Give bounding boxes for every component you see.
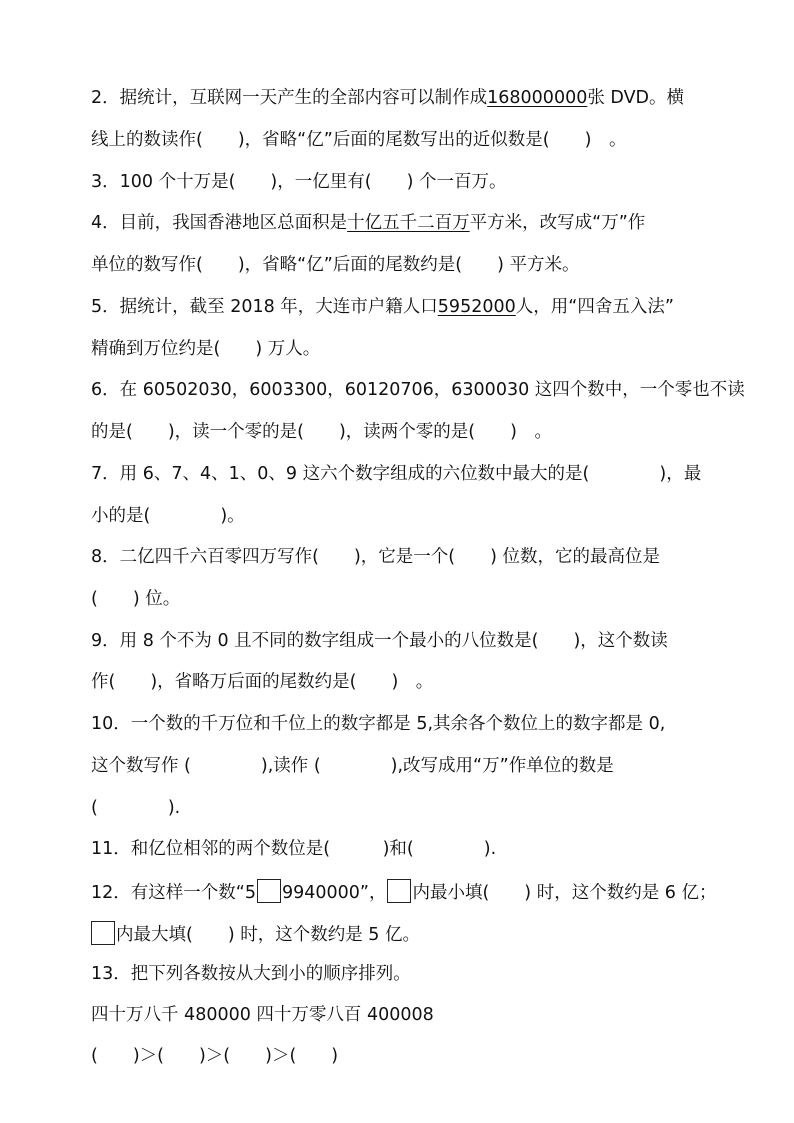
question-12-line-2 <box>91 921 711 947</box>
blank-box <box>387 879 411 903</box>
question-10-line-3: ( ). <box>91 798 181 818</box>
underlined-area: 十亿五千二百万 <box>347 213 470 233</box>
question-7-line-1: 7．用 6、7、4、1、0、9 这六个数字组成的六位数中最大的是( )，最 <box>91 464 702 484</box>
question-4-text-end: 平方米，改写成“万”作 <box>469 213 646 233</box>
question-9-line-1: 9．用 8 个不为 0 且不同的数字组成一个最小的八位数是( )，这个数读 <box>91 631 668 651</box>
question-6-line-2: 的是( )，读一个零的是( )，读两个零的是( ) 。 <box>91 422 552 442</box>
question-8-line-1: 8．二亿四千六百零四万写作( )，它是一个( ) 位数，它的最高位是 <box>91 547 661 567</box>
question-6-line-1: 6．在 60502030，6003300，60120706，6300030 这四个数中，一个零也不读 <box>91 380 745 400</box>
question-2-line-2: 线上的数读作( )，省略“亿”后面的尾数写出的近似数是( ) 。 <box>91 130 627 150</box>
question-12-line-2-text: 内最大填( ) 时，这个数约是 5 亿。 <box>116 925 420 945</box>
question-13-line-2: 四十万八千 480000 四十万零八百 400008 <box>91 1005 434 1025</box>
question-3-line-1: 3．100 个十万是( )，一亿里有( ) 个一百万。 <box>91 172 507 192</box>
question-9-line-2: 作( )，省略万后面的尾数约是( ) 。 <box>91 672 434 692</box>
question-12-text: 12．有这样一个数“5 <box>91 883 256 903</box>
question-12-text-end: 内最小填( ) 时，这个数约是 6 亿； <box>412 883 717 903</box>
question-2-text: 2．据统计，互联网一天产生的全部内容可以制作成 <box>91 88 488 108</box>
question-12-line-1 <box>91 879 717 905</box>
question-5-line-2: 精确到万位约是( ) 万人。 <box>91 339 321 359</box>
question-2-text-end: 张 DVD。横 <box>587 88 685 108</box>
underlined-population: 5952000 <box>437 297 516 317</box>
question-4-text: 4．目前，我国香港地区总面积是 <box>91 213 348 233</box>
question-10-line-1: 10．一个数的千万位和千位上的数字都是 5,其余各个数位上的数字都是 0, <box>91 714 666 734</box>
question-4-line-2: 单位的数写作( )，省略“亿”后面的尾数约是( ) 平方米。 <box>91 255 580 275</box>
blank-box <box>91 921 115 945</box>
question-5-text: 5．据统计，截至 2018 年，大连市户籍人口 <box>91 297 438 317</box>
question-12-number-tail: 9940000”， <box>281 883 387 903</box>
question-11-line-1: 11．和亿位相邻的两个数位是( )和( ). <box>91 839 497 859</box>
blank-box <box>257 879 281 903</box>
question-10-line-2: 这个数写作 ( ),读作 ( ),改写成用“万”作单位的数是 <box>91 756 614 776</box>
question-8-line-2: ( ) 位。 <box>91 589 181 609</box>
question-13-line-3: ( )＞( )＞( )＞( ) <box>91 1046 339 1066</box>
question-13-line-1: 13．把下列各数按从大到小的顺序排列。 <box>91 964 411 984</box>
question-2-line-1 <box>91 86 711 110</box>
question-4-line-1 <box>91 211 711 235</box>
question-7-line-2: 小的是( )。 <box>91 506 245 526</box>
question-5-text-end: 人，用“四舍五入法” <box>515 297 674 317</box>
question-5-line-1 <box>91 295 711 319</box>
underlined-number: 168000000 <box>487 88 588 108</box>
